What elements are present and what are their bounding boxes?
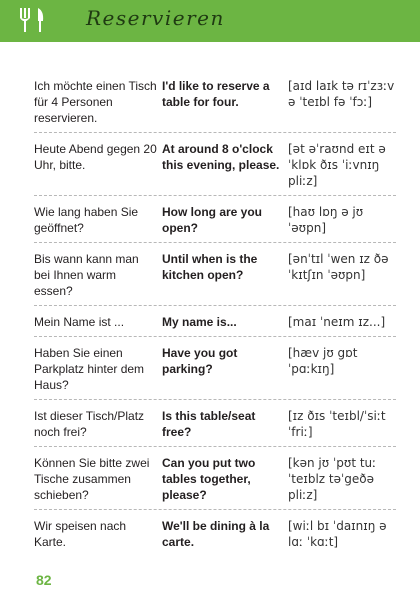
phrase-row xyxy=(34,78,396,133)
pronunciation: [maɪ ˈneɪm ɪz...] xyxy=(288,315,386,329)
pronunciation: [ənˈtɪl ˈwen ɪz ðə ˈkɪtʃɪn ˈəʊpn] xyxy=(288,252,389,282)
german-phrase: Heute Abend gegen 20 Uhr, bitte. xyxy=(34,142,157,172)
german-phrase: Haben Sie einen Parkplatz hinter dem Haus? xyxy=(34,346,145,392)
english-phrase: Can you put two tables together, please? xyxy=(162,456,256,502)
phrase-row xyxy=(34,455,396,510)
pronunciation: [kən jʊ ˈpʊt tuː ˈteɪblz təˈgeðə pliːz] xyxy=(288,456,377,502)
english-phrase: Until when is the kitchen open? xyxy=(162,252,258,282)
phrase-row xyxy=(34,251,396,306)
pronunciation: [ət əˈraʊnd eɪt əˈklɒk ðɪs ˈiːvnɪŋ pliːz] xyxy=(288,142,386,188)
pronunciation: [aɪd laɪk tə rɪˈzɜːv ə ˈteɪbl fə ˈfɔː] xyxy=(288,79,395,109)
english-phrase: We'll be dining à la carte. xyxy=(162,519,270,549)
english-phrase: How long are you open? xyxy=(162,205,263,235)
german-phrase: Mein Name ist ... xyxy=(34,315,125,329)
german-phrase: Wir speisen nach Karte. xyxy=(34,519,127,549)
german-phrase: Können Sie bitte zwei Tische zusammen schieben? xyxy=(34,456,150,502)
german-phrase: Ist dieser Tisch/Platz noch frei? xyxy=(34,409,145,439)
phrase-row xyxy=(34,314,396,337)
phrase-row xyxy=(34,345,396,400)
german-phrase: Ich möchte einen Tisch für 4 Personen reservieren. xyxy=(34,79,157,125)
pronunciation: [hæv jʊ gɒt ˈpɑːkɪŋ] xyxy=(288,346,358,376)
page-number: 82 xyxy=(36,572,52,588)
german-phrase: Wie lang haben Sie geöffnet? xyxy=(34,205,139,235)
english-phrase: Have you got parking? xyxy=(162,346,238,376)
pronunciation: [wiːl bɪ ˈdaɪnɪŋ ə lɑː ˈkɑːt] xyxy=(288,519,387,549)
phrase-row xyxy=(34,141,396,196)
phrase-row xyxy=(34,204,396,243)
english-phrase: Is this table/seat free? xyxy=(162,409,256,439)
phrase-row xyxy=(34,408,396,447)
phrase-table xyxy=(34,78,396,564)
phrase-row xyxy=(34,518,396,556)
fork-knife-icon xyxy=(14,5,54,35)
english-phrase: My name is... xyxy=(162,315,237,329)
section-title: Reservieren xyxy=(86,6,225,30)
pronunciation: [haʊ lɒŋ ə jʊ ˈəʊpn] xyxy=(288,205,364,235)
section-header xyxy=(0,0,420,42)
english-phrase: At around 8 o'clock this evening, please. xyxy=(162,142,280,172)
pronunciation: [ɪz ðɪs ˈteɪbl/ˈsiːt ˈfriː] xyxy=(288,409,386,439)
german-phrase: Bis wann kann man bei Ihnen warm essen? xyxy=(34,252,139,298)
english-phrase: I'd like to reserve a table for four. xyxy=(162,79,270,109)
